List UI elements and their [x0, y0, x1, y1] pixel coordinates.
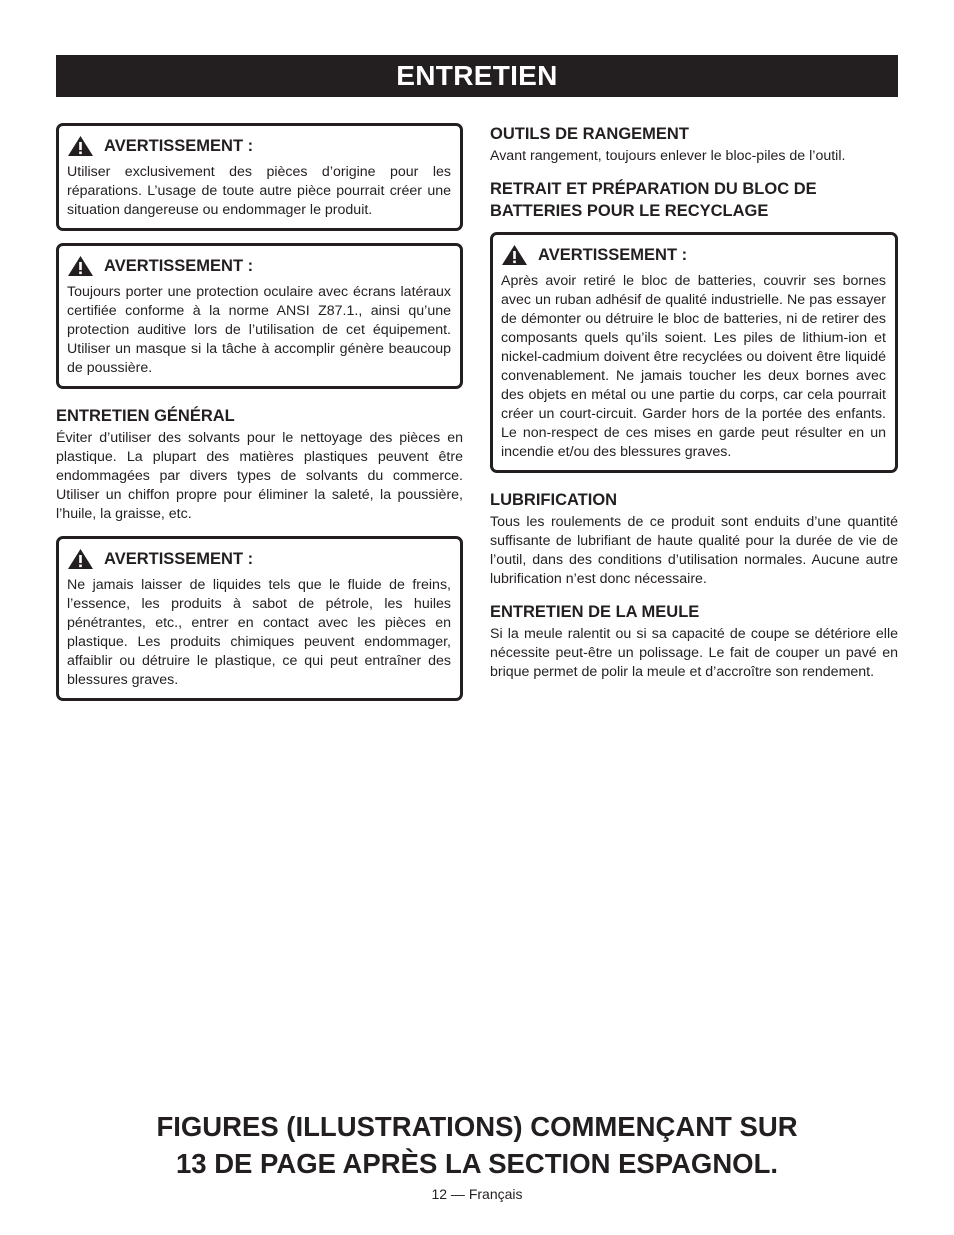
- section-wheel-maintenance: [490, 601, 898, 682]
- section-heading: LUBRIFICATION: [490, 491, 618, 509]
- section-battery-removal: [490, 178, 898, 222]
- figures-note-line: 13 DE PAGE APRÈS LA SECTION ESPAGNOL.: [175, 1148, 779, 1179]
- section-heading: RETRAIT ET PRÉPARATION DU BLOC DE BATTERIES POUR LE RECYCLAGE: [490, 180, 817, 220]
- section-general-maintenance: [56, 405, 463, 524]
- section-lubrication: [490, 489, 898, 589]
- warning-box-liquids: [56, 536, 463, 701]
- page-footer: 12 — Français: [431, 1186, 523, 1202]
- section-text: Tous les roulements de ce produit sont enduits d’une quantité suffisante de lubrifiant de haute qualité pour la durée de vie de l’outil, dans des conditions d’utilisation normales. Aucune autre lubrification n’est donc nécessaire.: [490, 514, 898, 587]
- left-column: [56, 123, 463, 713]
- right-column: [490, 123, 898, 682]
- figures-note: [0, 1108, 954, 1182]
- section-text: Éviter d’utiliser des solvants pour le nettoyage des pièces en plastique. La plupart des matières plastiques peuvent être endommagées par divers types de solvants du commerce. Utiliser un chiffon propre pour éliminer la saleté, la poussière, l’huile, la graisse, etc.: [56, 430, 463, 522]
- section-heading: OUTILS DE RANGEMENT: [490, 125, 689, 143]
- warning-triangle-icon: [501, 244, 528, 266]
- section-heading: ENTRETIEN DE LA MEULE: [490, 603, 700, 621]
- section-text: Avant rangement, toujours enlever le bloc-piles de l’outil.: [490, 148, 846, 164]
- warning-text: Utiliser exclusivement des pièces d’origine pour les réparations. L’usage de toute autre pièce pourrait créer une situation dangereuse ou endommager le produit.: [67, 164, 451, 218]
- warning-label: AVERTISSEMENT :: [104, 549, 254, 568]
- warning-label: AVERTISSEMENT :: [538, 245, 688, 264]
- warning-header: [501, 244, 886, 266]
- figures-note-line: FIGURES (ILLUSTRATIONS) COMMENÇANT SUR: [156, 1111, 798, 1142]
- warning-triangle-icon: [67, 548, 94, 570]
- page-title: ENTRETIEN: [56, 55, 898, 97]
- warning-text: Ne jamais laisser de liquides tels que le fluide de freins, l’essence, les produits à sabot de pétrole, les huiles pénétrantes, etc., entrer en contact avec les pièces en plastique. Les produits chimiques peuvent endommager, affaiblir ou détruire le plastique, ce qui peut entraîner des blessures graves.: [67, 577, 451, 688]
- warning-box-original-parts: [56, 123, 463, 231]
- warning-header: [67, 548, 451, 570]
- section-text: Si la meule ralentit ou si sa capacité de coupe se détériore elle nécessite peut-être un polissage. Le fait de couper un pavé en brique permet de polir la meule et d’accroître son rendement.: [490, 626, 898, 680]
- section-heading: ENTRETIEN GÉNÉRAL: [56, 407, 235, 425]
- warning-header: [67, 255, 451, 277]
- warning-header: [67, 135, 451, 157]
- warning-triangle-icon: [67, 255, 94, 277]
- warning-text: Après avoir retiré le bloc de batteries, couvrir ses bornes avec un ruban adhésif de qualité industrielle. Ne pas essayer de démonter ou détruire le bloc de batteries, ni de retirer des composants quels qu’ils soient. Les piles de lithium-ion et nickel-cadmium doivent être recyclées ou doivent être liquidé convenablement. Ne jamais toucher les deux bornes avec des objets en métal ou une partie du corps, car cela pourrait créer un court-circuit. Garder hors de la portée des enfants. Le non-respect de ces mises en garde peut résulter en un incendie et/ou des blessures graves.: [501, 273, 886, 460]
- warning-label: AVERTISSEMENT :: [104, 256, 254, 275]
- warning-text: Toujours porter une protection oculaire avec écrans latéraux certifiée conforme à la norme ANSI Z87.1., ainsi qu’une protection auditive lors de l’utilisation de cet équipement. Utiliser un masque si la tâche à accomplir génère beaucoup de poussière.: [67, 284, 451, 376]
- warning-triangle-icon: [67, 135, 94, 157]
- warning-box-battery: [490, 232, 898, 473]
- section-storage: [490, 123, 898, 166]
- warning-label: AVERTISSEMENT :: [104, 136, 254, 155]
- warning-box-eye-protection: [56, 243, 463, 389]
